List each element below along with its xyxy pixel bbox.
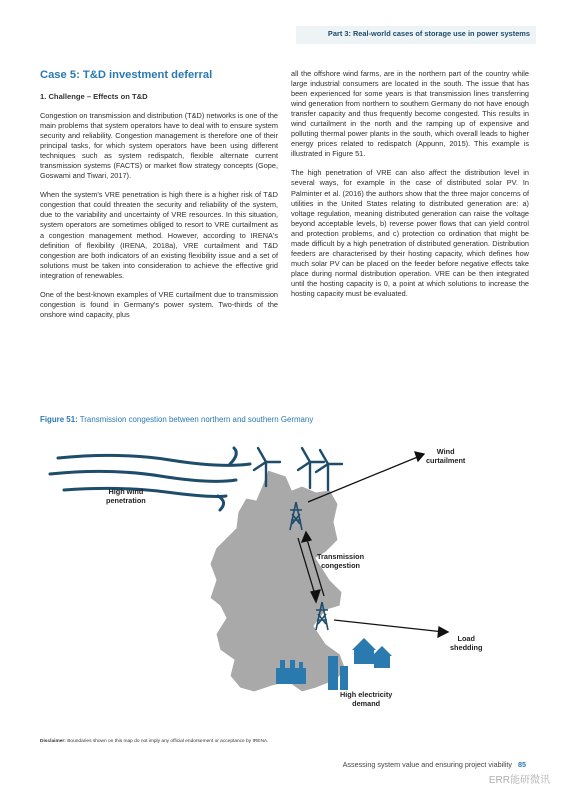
label-load-shedding: Load shedding <box>450 634 483 652</box>
figure-caption <box>40 415 313 424</box>
load-shedding-arrow <box>334 620 448 637</box>
case-title: Case 5: T&D investment deferral <box>40 69 213 81</box>
germany-map-shape <box>210 470 346 692</box>
house-icon <box>352 638 392 668</box>
skyscraper-icon <box>328 656 348 690</box>
left-column <box>40 69 278 329</box>
section-heading: 1. Challenge – Effects on T&D <box>40 92 148 101</box>
section-header: Part 3: Real-world cases of storage use in power systems <box>327 29 530 38</box>
page-number: 85 <box>518 760 526 769</box>
wind-turbine-icon <box>316 450 342 490</box>
paragraph: When the system's VRE penetration is high there is a higher risk of T&D congestion that could threaten the security and reliability of the system, due to the variability and uncertainty of VRE resources. In this situation, system operators are sometimes obliged to resort to VRE curtailment as a congestion management method. However, according to IRENA's definition of flexibility (IRENA, 2018a), VRE curtailment and T&D congestion are both indicators of an existing flexibility issue and a set of solutions must be taken into consideration to achieve the effective grid integration of renewables. <box>40 190 278 280</box>
paragraph: Congestion on transmission and distribution (T&D) networks is one of the main problems that system operators have to deal with to ensure system security and reliability. Congestion management is therefore one of their principal tasks, for which system operators have been using different techniques such as system redispatch, flexible alternate current transmission systems (FACTS) or market flow strategy concepts (Gope, Goswami and Tiwari, 2017). <box>40 111 278 181</box>
map-illustration <box>40 430 530 735</box>
figure-title: Transmission congestion between northern and southern Germany <box>79 415 314 424</box>
factory-icon <box>276 660 306 684</box>
paragraph: One of the best-known examples of VRE curtailment due to transmission congestion is found in Germany's power system. Two-thirds of the onshore wind capacity, plus <box>40 289 278 319</box>
label-high-wind: High wind penetration <box>106 487 146 505</box>
paragraph: all the offshore wind farms, are in the northern part of the country while large industrial consumers are located in the south. The issue that has been experienced for some years is that transmission lines transferring wind generation from northern to southern Germany do not have enough transfer capacity and thus frequently become congested. This results in wind curtailment in the north and the ramping up of expensive and polluting thermal power plants in the south, which overall leads to higher energy prices related to redispatch (Appunn, 2015). This example is illustrated in Figure 51. <box>291 69 529 159</box>
right-column <box>291 69 529 308</box>
figure-number: Figure 51: <box>40 415 78 424</box>
label-transmission-congestion: Transmission congestion <box>317 552 365 570</box>
wind-gust-icon <box>50 448 250 510</box>
map-disclaimer: Disclaimer: Boundaries shown on this map do not imply any official endorsement or acceptance by IRENA. <box>40 739 269 744</box>
label-wind-curtailment: Wind curtailment <box>426 447 466 465</box>
label-high-demand: High electricity demand <box>340 690 393 708</box>
watermark: ERR能研微讯 <box>488 775 550 786</box>
paragraph: The high penetration of VRE can also affect the distribution level in several ways, for example in the case of distributed solar PV. In Palminter et al. (2016) the authors show that the three major concerns of utilities in the United States relating to distributed generation are: a) voltage regulation, meaning distributed generation can raise the voltage beyond acceptable levels, b) reverse power flows that can yield control and protection problems, and c) protection co ordination that might be made difficult by a high penetration of distributed generation. Distribution feeders are characterised by their hosting capacity, which defines how much solar PV can be placed on the feeder before negative effects take place during normal distribution operation. VRE can be then integrated until the hosting capacity is 0, a point at which solutions to increase the hosting capacity must be evaluated. <box>291 168 529 298</box>
page-footer: Assessing system value and ensuring project viability 85 <box>342 760 526 769</box>
germany-map-figure <box>40 430 530 735</box>
